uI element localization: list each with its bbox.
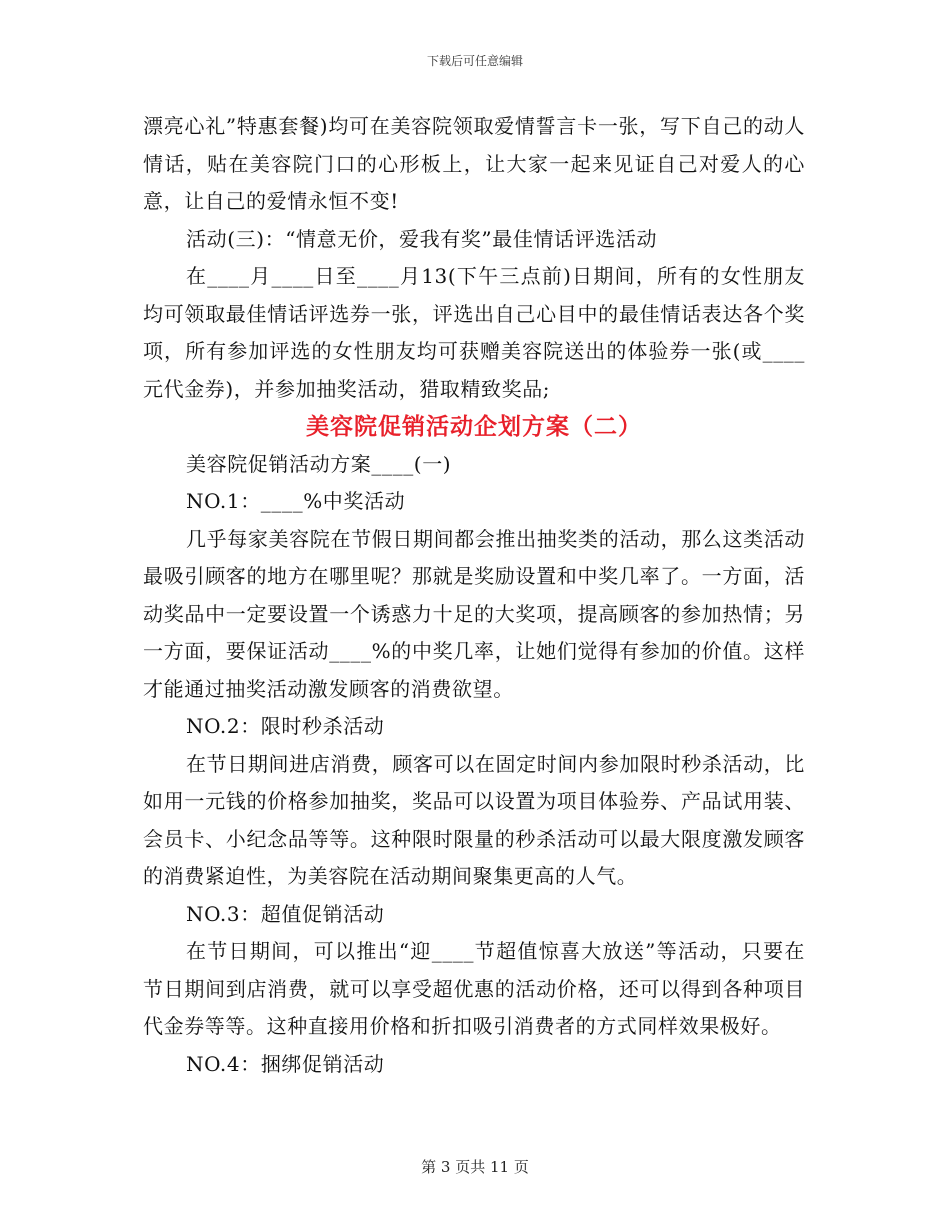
activity-three-body: 在____月____日至____月13(下午三点前)日期间，所有的女性朋友均可领取最佳情话评选券一张，评选出自己心目中的最佳情话表达各个奖项，所有参加评选的女性朋友均可获赠美容院送出的体验券一张(或____元代金券)，并参加抽奖活动，猎取精致奖品; (143, 264, 805, 401)
no3-body: 在节日期间，可以推出“迎____节超值惊喜大放送”等活动，只要在节日期间到店消费，就可以享受超优惠的活动价格，还可以得到各种项目代金券等等。这种直接用价格和折扣吸引消费者的方式同样效果极好。 (143, 939, 805, 1038)
document-body (143, 108, 805, 1083)
no2-heading: NO.2：限时秒杀活动 (186, 714, 385, 738)
plan-subtitle: 美容院促销活动方案____(一) (186, 451, 452, 476)
no1-body: 几乎每家美容院在节假日期间都会推出抽奖类的活动，那么这类活动最吸引顾客的地方在哪里呢？那就是奖励设置和中奖几率了。一方面，活动奖品中一定要设置一个诱惑力十足的大奖项，提高顾客的参加热情；另一方面，要保证活动____%的中奖几率，让她们觉得有参加的价值。这样才能通过抽奖活动激发顾客的消费欲望。 (143, 526, 805, 701)
no4-heading: NO.4：捆绑促销活动 (186, 1051, 385, 1076)
no1-heading: NO.1：____%中奖活动 (186, 489, 406, 513)
paragraph-continued: 漂亮心礼”特惠套餐)均可在美容院领取爱情誓言卡一张，写下自己的动人情话，贴在美容院门口的心形板上，让大家一起来见证自己对爱人的心意，让自己的爱情永恒不变! (143, 114, 805, 213)
section-title: 美容院促销活动企划方案（二） (306, 413, 642, 440)
page-footer: 第 3 页共 11 页 (421, 1158, 529, 1176)
page-header: 下载后可任意编辑 (426, 54, 523, 68)
no3-heading: NO.3：超值促销活动 (186, 901, 385, 926)
activity-three-heading: 活动(三)：“情意无价，爱我有奖”最佳情话评选活动 (186, 226, 658, 251)
no2-body: 在节日期间进店消费，顾客可以在固定时间内参加限时秒杀活动，比如用一元钱的价格参加抽奖，奖品可以设置为项目体验券、产品试用装、会员卡、小纪念品等等。这种限时限量的秒杀活动可以最大限度激发顾客的消费紧迫性，为美容院在活动期间聚集更高的人气。 (143, 751, 805, 888)
